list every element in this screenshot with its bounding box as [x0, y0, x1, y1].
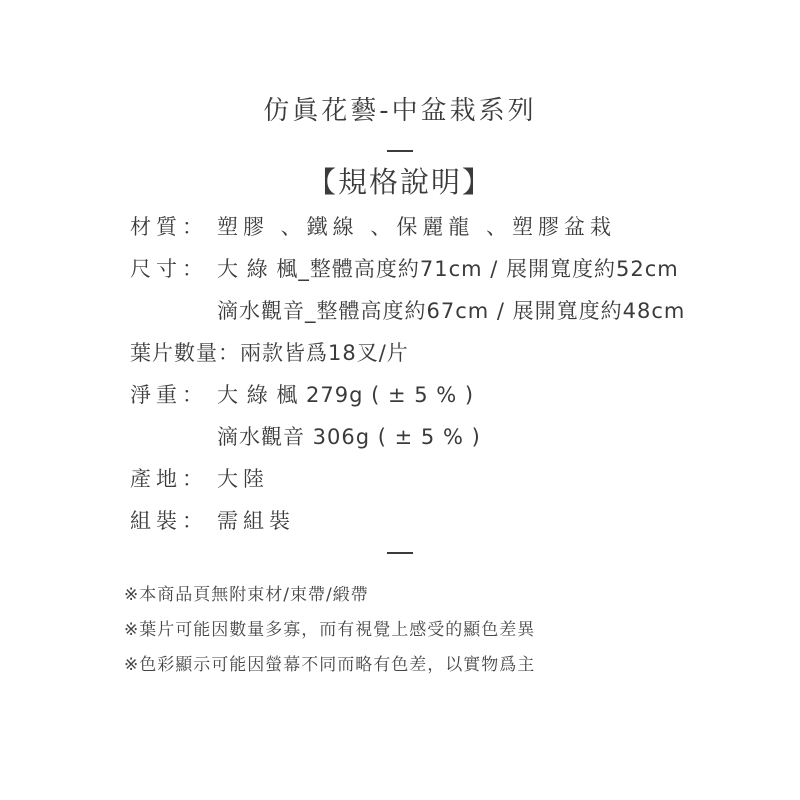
spec-label-size: 尺寸： — [130, 257, 208, 281]
spec-row-size-2 — [130, 290, 770, 332]
spec-label-spacer — [130, 416, 217, 458]
spec-row-assembly — [130, 500, 770, 542]
spec-value-size-1: 大 綠 楓_整體高度約71cm / 展開寬度約52cm — [217, 257, 679, 281]
note-item: ※本商品頁無附束材/束帶/緞帶 — [124, 585, 369, 605]
note-item: ※色彩顯示可能因螢幕不同而略有色差，以實物爲主 — [124, 655, 536, 675]
spec-label-leaves: 葉片數量： — [130, 341, 240, 365]
top-divider — [387, 150, 413, 152]
spec-label-material: 材質： — [130, 215, 208, 239]
note-item: ※葉片可能因數量多寡，而有視覺上感受的顯色差異 — [124, 620, 536, 640]
spec-row-size — [130, 248, 770, 290]
page-title: 仿眞花藝-中盆栽系列 — [263, 96, 537, 126]
spec-value-leaves: 兩款皆爲18叉/片 — [240, 341, 409, 365]
spec-label-origin: 產地： — [130, 467, 208, 491]
spec-label-spacer — [130, 290, 217, 332]
notes-list — [124, 578, 764, 683]
spec-list — [130, 206, 770, 542]
section-title: 【規格說明】 — [306, 165, 493, 199]
spec-row-leaves — [130, 332, 770, 374]
spec-value-material: 塑膠 、鐵線 、保麗龍 、塑膠盆栽 — [217, 215, 617, 239]
spec-value-origin: 大陸 — [217, 467, 269, 491]
spec-row-weight-2 — [130, 416, 770, 458]
spec-row-origin — [130, 458, 770, 500]
bottom-divider — [387, 552, 413, 554]
spec-label-assembly: 組裝： — [130, 509, 208, 533]
spec-value-weight-1: 大 綠 楓 279g ( ± 5 % ) — [217, 383, 475, 407]
spec-value-assembly: 需組裝 — [217, 509, 295, 533]
spec-row-weight — [130, 374, 770, 416]
spec-value-weight-2: 滴水觀音 306g ( ± 5 % ) — [217, 425, 481, 449]
spec-label-weight: 淨重： — [130, 383, 208, 407]
spec-row-material — [130, 206, 770, 248]
spec-value-size-2: 滴水觀音_整體高度約67cm / 展開寬度約48cm — [217, 299, 686, 323]
